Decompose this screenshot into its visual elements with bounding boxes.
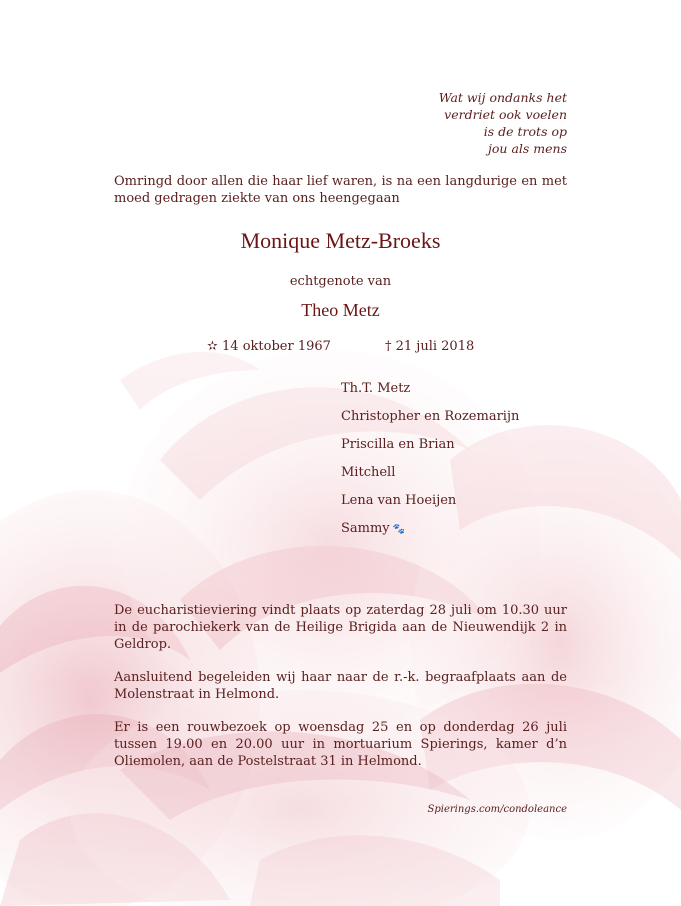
condolence-website: Spierings.com/condoleance xyxy=(427,804,567,815)
paw-icon: 🐾 xyxy=(392,524,406,535)
burial-paragraph: Aansluitend begeleiden wij haar naar de r.-k. begraafplaats aan de Molenstraat in Helmond. xyxy=(114,670,567,702)
poem-line: Wat wij ondanks het xyxy=(438,90,567,105)
poem-line: jou als mens xyxy=(488,141,567,156)
poem-line: verdriet ook voelen xyxy=(444,107,567,122)
poem xyxy=(347,89,567,157)
intro-text: Omringd door allen die haar lief waren, is na een langdurige en met moed gedragen ziekte van ons heengegaan xyxy=(114,174,567,206)
poem-line: is de trots op xyxy=(483,124,567,139)
death-date: † 21 juli 2018 xyxy=(385,339,475,354)
family-member: Christopher en Rozemarijn xyxy=(341,409,520,424)
family-member-pet-name: Sammy xyxy=(341,521,390,536)
deceased-name: Monique Metz-Broeks xyxy=(240,228,441,253)
visitation-paragraph: Er is een rouwbezoek op woensdag 25 en op donderdag 26 juli tussen 19.00 en 20.00 uur in mortuarium Spierings, kamer d’n Oliemolen, aan de Postelstraat 31 in Helmond. xyxy=(114,720,567,769)
family-member: Lena van Hoeijen xyxy=(341,493,457,508)
family-member: Th.T. Metz xyxy=(341,381,411,396)
birth-date: ✫ 14 oktober 1967 xyxy=(207,339,331,354)
service-paragraph: De eucharistieviering vindt plaats op zaterdag 28 juli om 10.30 uur in de parochiekerk van de Heilige Brigida aan de Nieuwendijk 2 in Geldrop. xyxy=(114,603,567,652)
family-list xyxy=(341,380,519,548)
spouse-label: echtgenote van xyxy=(289,274,392,289)
family-member-pet xyxy=(341,520,519,548)
family-member: Priscilla en Brian xyxy=(341,437,455,452)
family-member: Mitchell xyxy=(341,465,396,480)
spouse-name: Theo Metz xyxy=(301,300,380,320)
